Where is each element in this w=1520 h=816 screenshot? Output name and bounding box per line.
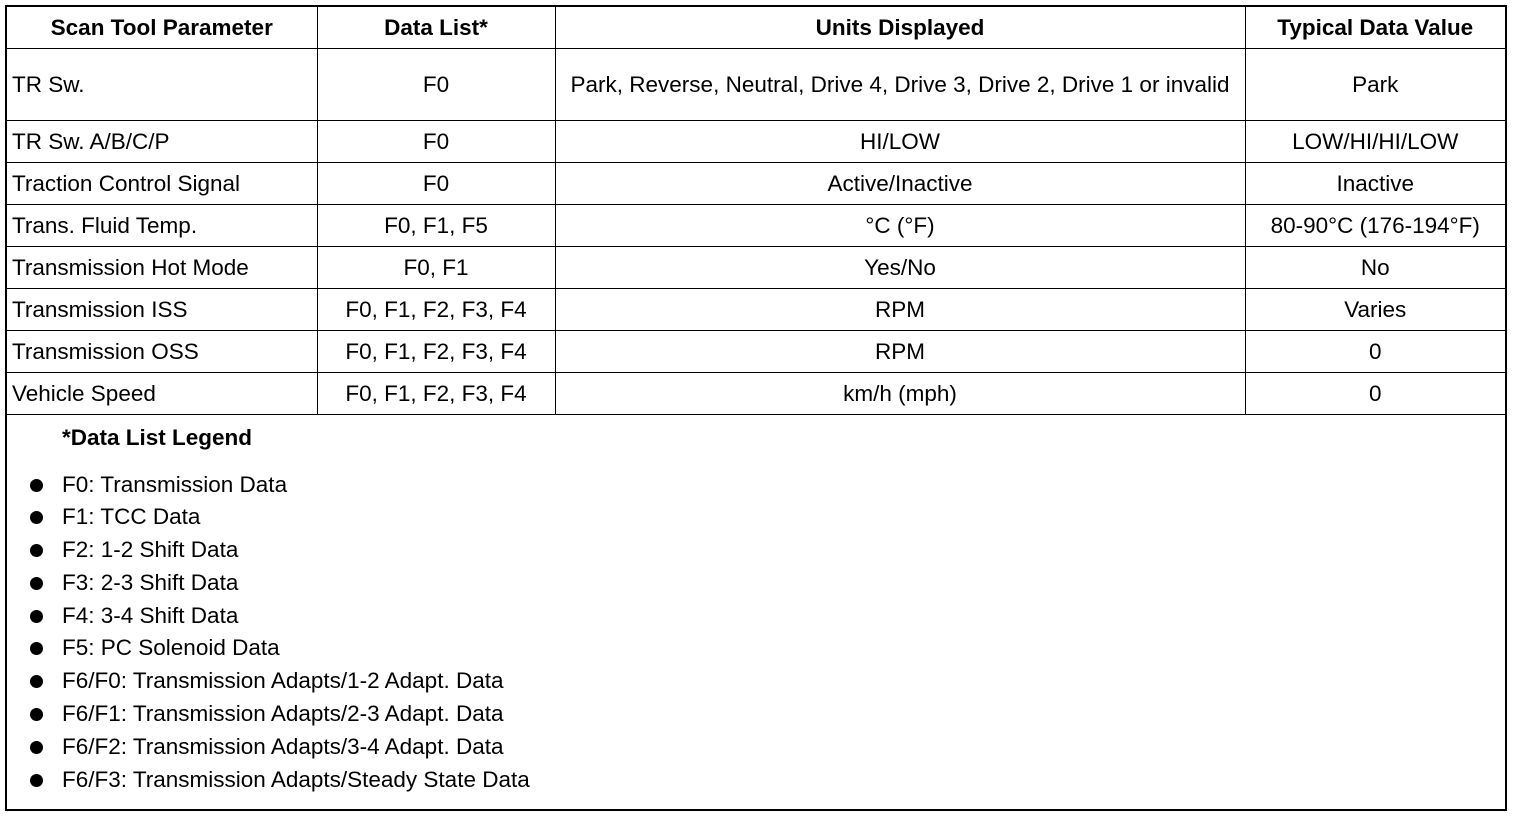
table-row <box>7 372 1505 414</box>
legend-item-text: F6/F0: Transmission Adapts/1-2 Adapt. Data <box>62 668 504 694</box>
bullet-icon <box>30 577 43 590</box>
bullet-icon <box>30 610 43 623</box>
scan-tool-data-table <box>7 7 1505 415</box>
typical-value-cell: Inactive <box>1245 162 1505 204</box>
list-item <box>7 731 1505 764</box>
legend-item-text: F5: PC Solenoid Data <box>62 635 280 661</box>
typical-value-cell: 0 <box>1245 330 1505 372</box>
table-header-row <box>7 7 1505 48</box>
typical-value-cell: No <box>1245 246 1505 288</box>
legend-list <box>7 469 1505 797</box>
list-item <box>7 632 1505 665</box>
parameter-cell: Transmission OSS <box>7 330 317 372</box>
bullet-icon <box>30 675 43 688</box>
data-list-cell: F0, F1, F2, F3, F4 <box>317 330 555 372</box>
list-item <box>7 764 1505 797</box>
scan-tool-data-document <box>5 5 1507 811</box>
legend-item-text: F3: 2-3 Shift Data <box>62 569 239 595</box>
list-item <box>7 567 1505 600</box>
parameter-cell: Transmission Hot Mode <box>7 246 317 288</box>
list-item <box>7 600 1505 633</box>
data-list-legend <box>7 423 1505 797</box>
typical-value-cell: 0 <box>1245 372 1505 414</box>
bullet-icon <box>30 774 43 787</box>
parameter-cell: Vehicle Speed <box>7 372 317 414</box>
units-cell: RPM <box>555 288 1245 330</box>
legend-item-text: F6/F2: Transmission Adapts/3-4 Adapt. Data <box>62 733 504 759</box>
data-list-cell: F0, F1, F5 <box>317 204 555 246</box>
data-list-cell: F0 <box>317 48 555 120</box>
data-list-cell: F0 <box>317 120 555 162</box>
header-units-displayed: Units Displayed <box>555 7 1245 48</box>
units-cell: Park, Reverse, Neutral, Drive 4, Drive 3, Drive 2, Drive 1 or invalid <box>555 48 1245 120</box>
legend-item-text: F4: 3-4 Shift Data <box>62 602 239 628</box>
bullet-icon <box>30 741 43 754</box>
table-row <box>7 288 1505 330</box>
bullet-icon <box>30 544 43 557</box>
header-data-list: Data List* <box>317 7 555 48</box>
typical-value-cell: Park <box>1245 48 1505 120</box>
typical-value-cell: 80-90°C (176-194°F) <box>1245 204 1505 246</box>
table-row <box>7 246 1505 288</box>
list-item <box>7 534 1505 567</box>
parameter-cell: TR Sw. A/B/C/P <box>7 120 317 162</box>
units-cell: Yes/No <box>555 246 1245 288</box>
table-row <box>7 120 1505 162</box>
legend-item-text: F6/F1: Transmission Adapts/2-3 Adapt. Data <box>62 701 504 727</box>
table-row <box>7 330 1505 372</box>
typical-value-cell: LOW/HI/HI/LOW <box>1245 120 1505 162</box>
table-row <box>7 48 1505 120</box>
list-item <box>7 501 1505 534</box>
data-list-cell: F0, F1 <box>317 246 555 288</box>
bullet-icon <box>30 479 43 492</box>
legend-title: *Data List Legend <box>62 424 253 450</box>
data-list-cell: F0, F1, F2, F3, F4 <box>317 288 555 330</box>
units-cell: km/h (mph) <box>555 372 1245 414</box>
parameter-cell: Traction Control Signal <box>7 162 317 204</box>
bullet-icon <box>30 708 43 721</box>
header-typical-data-value: Typical Data Value <box>1245 7 1505 48</box>
table-row <box>7 204 1505 246</box>
units-cell: Active/Inactive <box>555 162 1245 204</box>
table-row <box>7 162 1505 204</box>
legend-item-text: F2: 1-2 Shift Data <box>62 537 239 563</box>
legend-item-text: F6/F3: Transmission Adapts/Steady State Data <box>62 766 530 792</box>
parameter-cell: Transmission ISS <box>7 288 317 330</box>
units-cell: °C (°F) <box>555 204 1245 246</box>
data-list-cell: F0, F1, F2, F3, F4 <box>317 372 555 414</box>
list-item <box>7 665 1505 698</box>
legend-item-text: F1: TCC Data <box>62 504 201 530</box>
bullet-icon <box>30 642 43 655</box>
units-cell: HI/LOW <box>555 120 1245 162</box>
data-list-cell: F0 <box>317 162 555 204</box>
bullet-icon <box>30 511 43 524</box>
list-item <box>7 698 1505 731</box>
units-cell: RPM <box>555 330 1245 372</box>
legend-item-text: F0: Transmission Data <box>62 471 288 497</box>
parameter-cell: Trans. Fluid Temp. <box>7 204 317 246</box>
typical-value-cell: Varies <box>1245 288 1505 330</box>
list-item <box>7 469 1505 502</box>
header-scan-tool-parameter: Scan Tool Parameter <box>7 7 317 48</box>
parameter-cell: TR Sw. <box>7 48 317 120</box>
